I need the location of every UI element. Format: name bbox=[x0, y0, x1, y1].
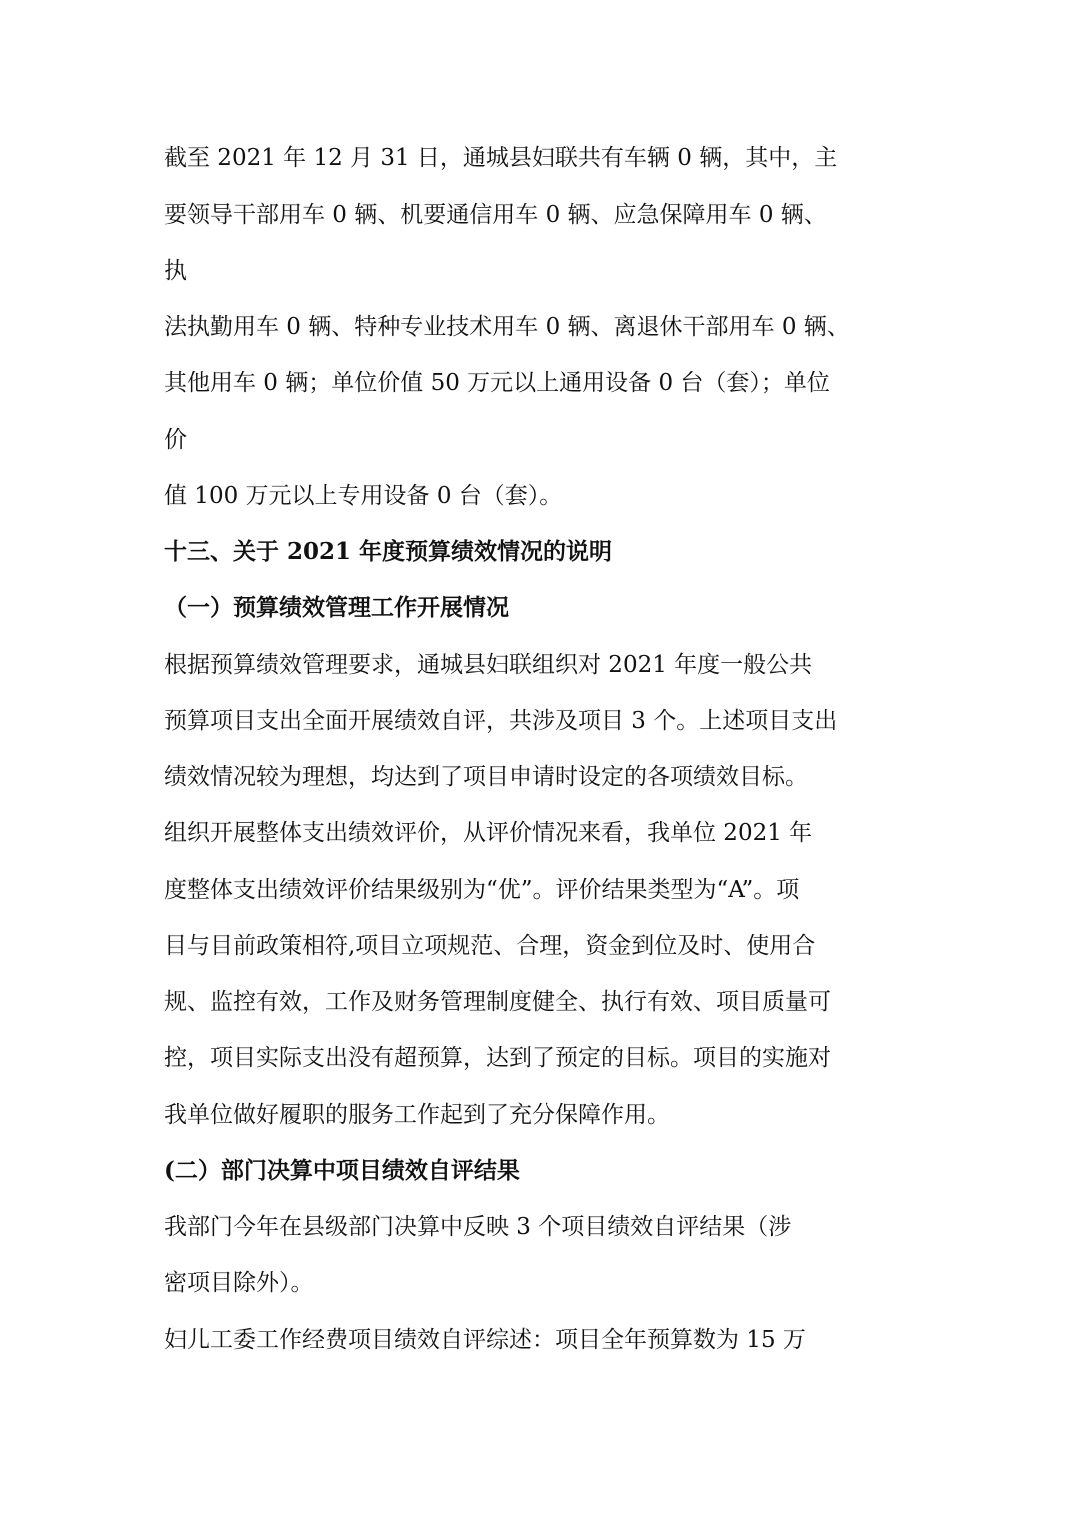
body-line: 密项目除外）。 bbox=[164, 1270, 314, 1296]
body-line: 截至 2021 年 12 月 31 日，通城县妇联共有车辆 0 辆，其中，主 bbox=[164, 145, 838, 171]
body-line: 目与目前政策相符,项目立项规范、合理，资金到位及时、使用合 bbox=[164, 933, 816, 959]
body-line: 控，项目实际支出没有超预算，达到了预定的目标。项目的实施对 bbox=[164, 1045, 831, 1071]
body-line: 根据预算绩效管理要求，通城县妇联组织对 2021 年度一般公共 bbox=[164, 652, 813, 678]
body-line: 价 bbox=[164, 427, 187, 453]
section-heading: 十三、关于 2021 年度预算绩效情况的说明 bbox=[164, 538, 613, 565]
body-line: 要领导干部用车 0 辆、机要通信用车 0 辆、应急保障用车 0 辆、 bbox=[164, 202, 827, 228]
subsection-heading: （一）预算绩效管理工作开展情况 bbox=[164, 594, 509, 621]
body-line: 我部门今年在县级部门决算中反映 3 个项目绩效自评结果（涉 bbox=[164, 1214, 792, 1240]
body-line: 妇儿工委工作经费项目绩效自评综述：项目全年预算数为 15 万 bbox=[164, 1327, 806, 1353]
body-line: 法执勤用车 0 辆、特种专业技术用车 0 辆、离退休干部用车 0 辆、 bbox=[164, 314, 850, 340]
body-line: 预算项目支出全面开展绩效自评，共涉及项目 3 个。上述项目支出 bbox=[164, 708, 838, 734]
body-line: 其他用车 0 辆；单位价值 50 万元以上通用设备 0 台（套）；单位 bbox=[164, 370, 830, 396]
body-line: 组织开展整体支出绩效评价，从评价情况来看，我单位 2021 年 bbox=[164, 820, 813, 846]
subsection-heading: (二）部门决算中项目绩效自评结果 bbox=[164, 1157, 520, 1184]
body-line: 值 100 万元以上专用设备 0 台（套）。 bbox=[164, 483, 563, 509]
body-line: 我单位做好履职的服务工作起到了充分保障作用。 bbox=[164, 1102, 670, 1128]
body-line: 执 bbox=[164, 258, 187, 284]
body-line: 绩效情况较为理想，均达到了项目申请时设定的各项绩效目标。 bbox=[164, 764, 808, 790]
body-line: 规、监控有效，工作及财务管理制度健全、执行有效、项目质量可 bbox=[164, 989, 831, 1015]
body-line: 度整体支出绩效评价结果级别为“优”。评价结果类型为“A”。项 bbox=[164, 877, 800, 903]
